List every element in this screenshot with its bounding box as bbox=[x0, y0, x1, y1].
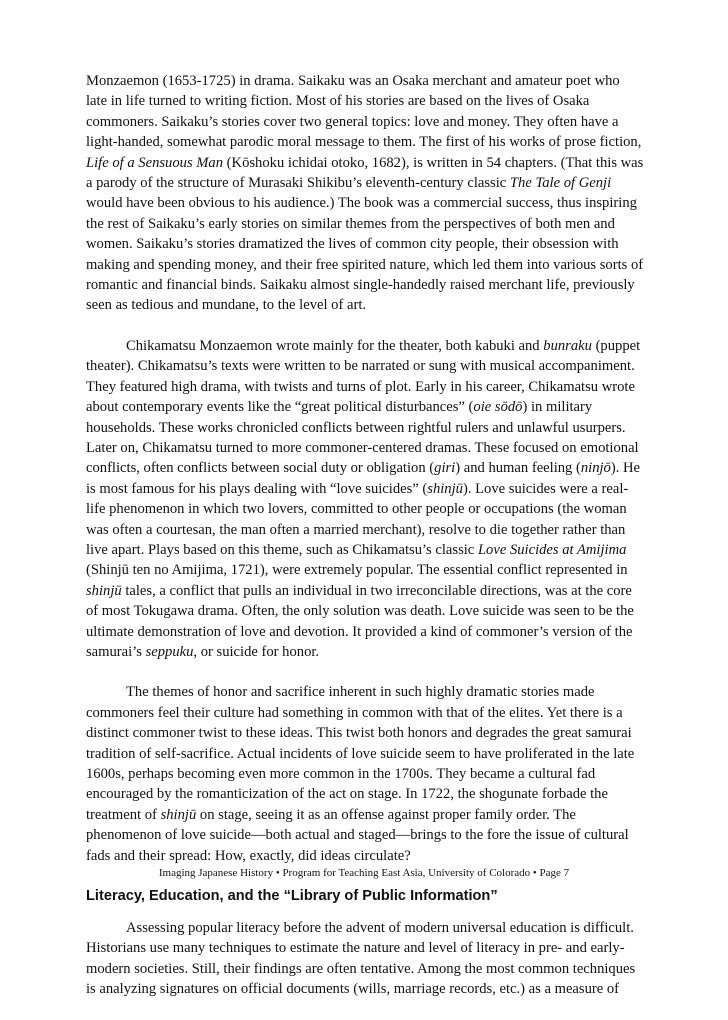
text-run: Monzaemon (1653-1725) in drama. Saikaku was an Osaka merchant and amateur poet who late in life turned to writing fiction. Most of his stories are based on the lives of Osaka commoners. Saikaku’s stories cover two general topics: love and money. They often have a light-handed, somewhat parodic moral message to them. The first of his works of prose fiction, bbox=[86, 73, 642, 151]
italic-term: ninjō bbox=[580, 460, 611, 477]
text-run: ) in military households. These works chronicled conflicts between rightful rulers and unlawful usurpers. Later on, Chikamatsu turned to more commoner-centered dramas. These focused on emotional conflicts, often conflicts between social duty or obligation ( bbox=[86, 399, 639, 477]
page-footer: Imaging Japanese History • Program for Teaching East Asia, University of Colorado • Page 7 bbox=[158, 867, 570, 879]
text-run: Chikamatsu Monzaemon wrote mainly for the theater, both kabuki and bbox=[126, 337, 544, 354]
text-run: on stage, seeing it as an offense against proper family order. The phenomenon of love suicide—both actual and staged—brings to the fore the issue of cultural fads and their spread: How, exactly, did ideas circulate? bbox=[86, 806, 629, 864]
paragraph-literacy bbox=[86, 918, 644, 1000]
italic-term: shinjū bbox=[86, 582, 122, 599]
text-run: would have been obvious to his audience.) The book was a commercial success, thus inspiring the rest of Saikaku’s early stories on similar themes from the perspectives of both men and women. Saikaku’s stories dramatized the lives of common city people, their obsession with making and spending money, and their free spirited nature, which led them into various sorts of romantic and financial binds. Saikaku almost single-handedly raised merchant life, previously seen as tedious and mundane, to the level of art. bbox=[86, 195, 644, 314]
italic-term: shinjū bbox=[160, 806, 197, 823]
italic-term: oie sōdō bbox=[473, 399, 523, 416]
text-run: ). Love suicides were a real-life phenomenon in which two lovers, committed to other people or occupations (the woman was often a courtesan, the man often a married merchant), resolve to die together rather than live apart. Plays based on this theme, such as Chikamatsu’s classic bbox=[86, 480, 629, 558]
section-heading: Literacy, Education, and the “Library of Public Information” bbox=[86, 888, 498, 905]
text-run: tales, a conflict that pulls an individual in two irreconcilable directions, was at the core of most Tokugawa drama. Often, the only solution was death. Love suicide was seen to be the ultimate demonstration of love and devotion. It provided a kind of commoner’s version of the samurai’s bbox=[86, 582, 634, 660]
italic-term: bunraku bbox=[543, 337, 592, 354]
italic-term: seppuku bbox=[145, 643, 194, 660]
paragraph-chikamatsu bbox=[86, 336, 644, 663]
text-run: ) and human feeling ( bbox=[455, 460, 581, 477]
text-run: ). He is most famous for his plays dealing with “love suicides” ( bbox=[86, 460, 641, 497]
text-run: (puppet theater). Chikamatsu’s texts were written to be narrated or sung with musical accompaniment. They featured high drama, with twists and turns of plot. Early in his career, Chikamatsu wrote about contemporary events like the “great political disturbances” ( bbox=[86, 337, 641, 416]
text-run: (Kōshoku ichidai otoko, 1682), is written in 54 chapters. (That this was a parody of the structure of Murasaki Shikibu’s eleventh-century classic bbox=[86, 154, 644, 192]
text-run: Assessing popular literacy before the advent of modern universal education is difficult. Historians use many techniques to estimate the nature and level of literacy in pre- and early-modern societies. Still, their findings are often tentative. Among the most common techniques is analyzing signatures on official documents (wills, marriage records, etc.) as a measure of bbox=[86, 920, 636, 998]
text-run: The themes of honor and sacrifice inherent in such highly dramatic stories made commoners feel their culture had something in common with that of the elites. Yet there is a distinct commoner twist to these ideas. This twist both honors and degrades the great samurai tradition of self-sacrifice. Actual incidents of love suicide seem to have proliferated in the late 1600s, perhaps becoming even more common in the 1700s. They became a cultural fad encouraged by the romanticization of the act on stage. In 1722, the shogunate forbade the treatment of bbox=[86, 684, 635, 823]
italic-term: giri bbox=[434, 460, 456, 477]
text-run: (Shinjū ten no Amijima, 1721), were extremely popular. The essential conflict represented in bbox=[86, 562, 628, 579]
paragraph-honor-sacrifice bbox=[86, 682, 644, 866]
italic-title: Love Suicides at Amijima bbox=[477, 541, 627, 558]
italic-title: The Tale of Genji bbox=[509, 175, 612, 192]
italic-term: shinjū bbox=[427, 480, 463, 497]
paragraph-saikaku bbox=[86, 71, 644, 316]
text-run: , or suicide for honor. bbox=[193, 643, 320, 660]
italic-title: Life of a Sensuous Man bbox=[86, 154, 224, 171]
